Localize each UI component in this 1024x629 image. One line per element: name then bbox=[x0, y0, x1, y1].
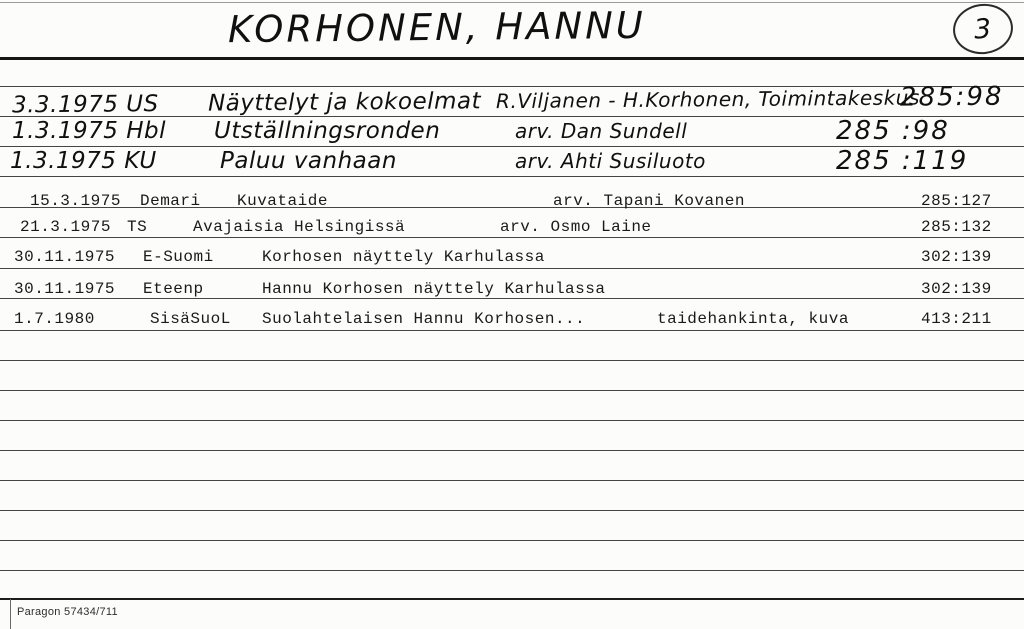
entry-source: TS bbox=[127, 218, 148, 236]
rule-line bbox=[0, 268, 1024, 269]
rule-line bbox=[0, 298, 1024, 299]
entry-date: 30.11.1975 bbox=[14, 280, 116, 298]
entry-ref: 302:139 bbox=[921, 248, 992, 266]
entry-date: 30.11.1975 bbox=[14, 248, 116, 266]
entry-ref: 285:127 bbox=[921, 192, 992, 210]
rule-line bbox=[0, 390, 1024, 391]
entry-date: 15.3.1975 bbox=[30, 192, 121, 210]
entry-title: Hannu Korhosen näyttely Karhulassa bbox=[262, 280, 606, 298]
card-title: KORHONEN, HANNU bbox=[227, 3, 647, 52]
entry-source: Demari bbox=[140, 192, 201, 210]
rule-line bbox=[0, 570, 1024, 571]
rule-line bbox=[0, 540, 1024, 541]
entry-row bbox=[0, 192, 1024, 210]
entry-source: Eteenp bbox=[143, 280, 204, 298]
entry-detail: arv. Osmo Laine bbox=[500, 218, 652, 236]
entry-ref: 302:139 bbox=[921, 280, 992, 298]
rule-line bbox=[0, 360, 1024, 361]
rule-line bbox=[0, 420, 1024, 421]
entry-row bbox=[0, 82, 1024, 121]
entry-title: Utställningsronden bbox=[214, 118, 441, 144]
entry-row bbox=[0, 248, 1024, 266]
entry-ref: 413:211 bbox=[921, 310, 992, 328]
entry-detail: arv. Ahti Susiluoto bbox=[515, 149, 706, 173]
entry-title: Näyttelyt ja kokoelmat bbox=[207, 88, 482, 117]
entry-title: Korhosen näyttely Karhulassa bbox=[262, 248, 545, 266]
entry-date: 21.3.1975 bbox=[20, 218, 111, 236]
entry-row bbox=[0, 310, 1024, 328]
entry-detail: arv. Tapani Kovanen bbox=[553, 192, 745, 210]
entry-date-source: 1.3.1975 Hbl bbox=[12, 118, 167, 144]
card-brand: Paragon 57434/711 bbox=[17, 606, 118, 618]
entry-detail: arv. Dan Sundell bbox=[515, 119, 688, 143]
rule-line bbox=[0, 480, 1024, 481]
rule-line bbox=[0, 176, 1024, 177]
card-left-edge bbox=[10, 599, 11, 629]
entry-date-source: 1.3.1975 KU bbox=[10, 148, 157, 174]
rule-line-bottom bbox=[0, 598, 1024, 600]
rule-line bbox=[0, 330, 1024, 331]
entry-title: Suolahtelaisen Hannu Korhosen... bbox=[262, 310, 586, 328]
entry-ref: 285:132 bbox=[921, 218, 992, 236]
entry-title: Avajaisia Helsingissä bbox=[193, 218, 406, 236]
entry-date-source: 3.3.1975 US bbox=[11, 91, 159, 119]
entry-title: Kuvataide bbox=[237, 192, 328, 210]
card-top-edge bbox=[0, 2, 1024, 3]
entry-note: taidehankinta, kuva bbox=[657, 310, 849, 328]
entry-title: Paluu vanhaan bbox=[220, 148, 397, 174]
rule-line bbox=[0, 510, 1024, 511]
rule-line bbox=[0, 237, 1024, 238]
entry-row bbox=[0, 116, 1024, 146]
entry-source: E-Suomi bbox=[143, 248, 214, 266]
entry-detail: R.Viljanen - H.Korhonen, Toimintakeskus bbox=[495, 85, 920, 114]
entry-row bbox=[0, 146, 1024, 176]
entry-row bbox=[0, 280, 1024, 298]
rule-line bbox=[0, 450, 1024, 451]
page-number: 3 bbox=[973, 12, 993, 46]
entry-ref: 285 :98 bbox=[836, 116, 950, 146]
entry-ref: 285 :119 bbox=[836, 146, 969, 176]
page-number-circle bbox=[950, 1, 1016, 58]
entry-ref: 285:98 bbox=[899, 81, 1004, 113]
title-underline bbox=[0, 57, 1024, 60]
entry-date: 1.7.1980 bbox=[14, 310, 95, 328]
entry-row bbox=[0, 218, 1024, 236]
entry-source: SisäSuoL bbox=[150, 310, 231, 328]
